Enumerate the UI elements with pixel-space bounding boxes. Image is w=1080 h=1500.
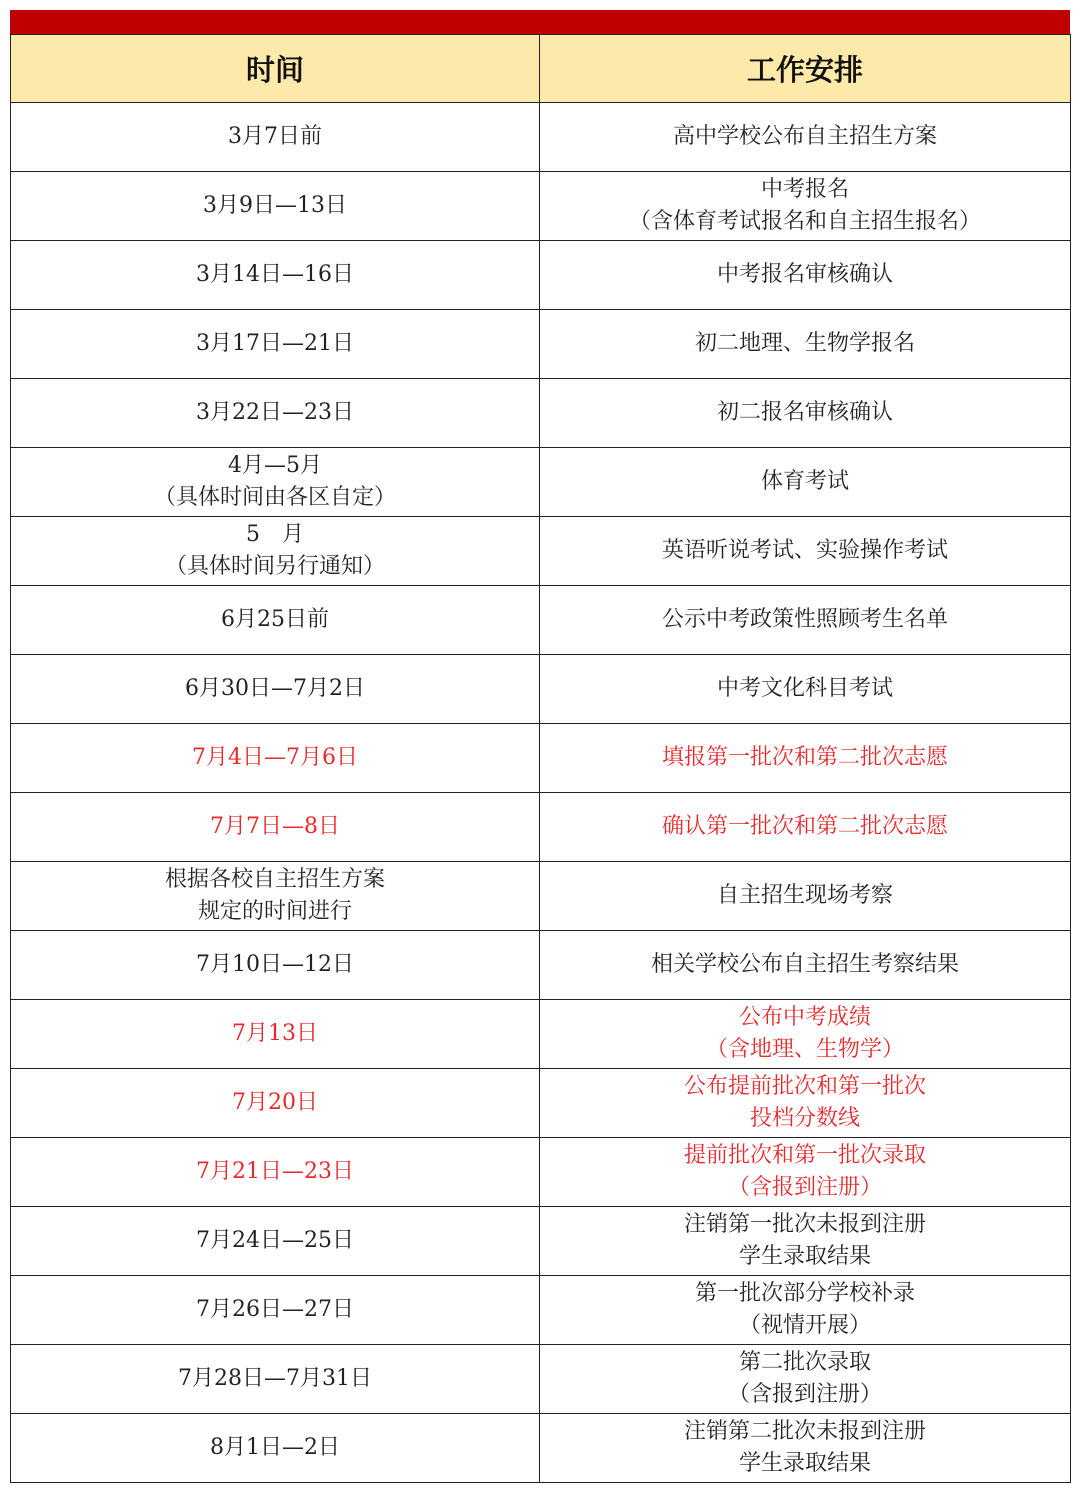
task-text: 第二批次录取 — [738, 1350, 871, 1375]
table-row — [11, 1414, 1071, 1483]
time-cell — [11, 655, 540, 724]
task-text: 初二报名审核确认 — [716, 400, 893, 425]
header-task: 工作安排 — [540, 35, 1071, 103]
task-text: （含地理、生物学） — [705, 1037, 904, 1062]
task-text: 中考报名 — [760, 177, 849, 202]
task-text: （含报到注册） — [727, 1175, 882, 1200]
time-text: 5 月 — [246, 522, 304, 547]
time-text: 3月22日—23日 — [196, 400, 354, 425]
time-cell — [11, 241, 540, 310]
task-cell — [540, 1000, 1071, 1069]
time-text: 3月17日—21日 — [196, 331, 354, 356]
table-row — [11, 655, 1071, 724]
time-cell — [11, 310, 540, 379]
table-row — [11, 448, 1071, 517]
time-text: （具体时间另行通知） — [164, 554, 385, 579]
table-row — [11, 1000, 1071, 1069]
task-cell — [540, 1069, 1071, 1138]
task-text: 自主招生现场考察 — [716, 883, 893, 908]
task-text: 注销第一批次未报到注册 — [683, 1212, 926, 1237]
time-cell — [11, 379, 540, 448]
table-row — [11, 379, 1071, 448]
time-text: （具体时间由各区自定） — [153, 485, 396, 510]
time-text: 7月20日 — [232, 1090, 318, 1115]
task-text: 注销第二批次未报到注册 — [683, 1419, 926, 1444]
task-cell — [540, 1207, 1071, 1276]
time-text: 7月7日—8日 — [210, 814, 340, 839]
task-text: 英语听说考试、实验操作考试 — [661, 538, 948, 563]
time-cell — [11, 1138, 540, 1207]
time-cell — [11, 1069, 540, 1138]
task-text: 公布中考成绩 — [738, 1005, 871, 1030]
time-text: 6月30日—7月2日 — [185, 676, 365, 701]
task-cell — [540, 655, 1071, 724]
time-cell — [11, 862, 540, 931]
time-cell — [11, 1207, 540, 1276]
time-text: 7月13日 — [232, 1021, 318, 1046]
table-row — [11, 172, 1071, 241]
task-text: 初二地理、生物学报名 — [694, 331, 915, 356]
table-row — [11, 793, 1071, 862]
task-text: 第一批次部分学校补录 — [694, 1281, 915, 1306]
table-row — [11, 1069, 1071, 1138]
table-row — [11, 724, 1071, 793]
header-time: 时间 — [11, 35, 540, 103]
time-cell — [11, 103, 540, 172]
time-text: 7月4日—7月6日 — [192, 745, 358, 770]
task-text: 提前批次和第一批次录取 — [683, 1143, 926, 1168]
task-text: （含体育考试报名和自主招生报名） — [628, 209, 981, 234]
table-row — [11, 1138, 1071, 1207]
time-text: 3月7日前 — [228, 124, 322, 149]
task-cell — [540, 724, 1071, 793]
table-body — [11, 103, 1071, 1483]
time-cell — [11, 586, 540, 655]
task-cell — [540, 379, 1071, 448]
time-text: 8月1日—2日 — [210, 1435, 340, 1460]
table-row — [11, 310, 1071, 379]
time-cell — [11, 172, 540, 241]
time-cell — [11, 793, 540, 862]
time-cell — [11, 517, 540, 586]
task-text: （含报到注册） — [727, 1382, 882, 1407]
time-cell — [11, 1345, 540, 1414]
task-text: 高中学校公布自主招生方案 — [672, 124, 937, 149]
task-text: 学生录取结果 — [738, 1244, 871, 1269]
task-text: 学生录取结果 — [738, 1451, 871, 1476]
task-text: 中考文化科目考试 — [716, 676, 893, 701]
task-cell — [540, 517, 1071, 586]
time-cell — [11, 448, 540, 517]
time-text: 规定的时间进行 — [197, 899, 352, 924]
time-cell — [11, 1276, 540, 1345]
time-text: 根据各校自主招生方案 — [164, 867, 385, 892]
task-cell — [540, 862, 1071, 931]
task-text: 投档分数线 — [749, 1106, 860, 1131]
time-text: 7月28日—7月31日 — [178, 1366, 372, 1391]
time-text: 7月10日—12日 — [196, 952, 354, 977]
header-row — [11, 35, 1071, 103]
task-cell — [540, 1138, 1071, 1207]
task-cell — [540, 1414, 1071, 1483]
task-cell — [540, 1276, 1071, 1345]
time-cell — [11, 724, 540, 793]
task-cell — [540, 310, 1071, 379]
task-cell — [540, 103, 1071, 172]
time-text: 7月24日—25日 — [196, 1228, 354, 1253]
table-row — [11, 517, 1071, 586]
task-text: 公布提前批次和第一批次 — [683, 1074, 926, 1099]
time-text: 7月26日—27日 — [196, 1297, 354, 1322]
table-row — [11, 586, 1071, 655]
time-text: 7月21日—23日 — [196, 1159, 354, 1184]
time-text: 6月25日前 — [221, 607, 329, 632]
table-row — [11, 241, 1071, 310]
time-cell — [11, 931, 540, 1000]
schedule-table — [10, 34, 1071, 1483]
task-text: 体育考试 — [760, 469, 849, 494]
table-row — [11, 1345, 1071, 1414]
task-text: 相关学校公布自主招生考察结果 — [650, 952, 959, 977]
task-cell — [540, 172, 1071, 241]
task-text: （视情开展） — [738, 1313, 871, 1338]
time-text: 4月—5月 — [228, 453, 322, 478]
top-accent-bar — [10, 10, 1070, 34]
table-row — [11, 103, 1071, 172]
task-cell — [540, 793, 1071, 862]
table-row — [11, 862, 1071, 931]
time-text: 3月9日—13日 — [203, 193, 347, 218]
task-cell — [540, 448, 1071, 517]
task-text: 公示中考政策性照顾考生名单 — [661, 607, 948, 632]
time-cell — [11, 1000, 540, 1069]
task-cell — [540, 586, 1071, 655]
task-cell — [540, 1345, 1071, 1414]
table-row — [11, 931, 1071, 1000]
table-row — [11, 1207, 1071, 1276]
time-text: 3月14日—16日 — [196, 262, 354, 287]
task-text: 填报第一批次和第二批次志愿 — [661, 745, 948, 770]
task-cell — [540, 241, 1071, 310]
table-row — [11, 1276, 1071, 1345]
task-text: 中考报名审核确认 — [716, 262, 893, 287]
time-cell — [11, 1414, 540, 1483]
task-text: 确认第一批次和第二批次志愿 — [661, 814, 948, 839]
task-cell — [540, 931, 1071, 1000]
table-header — [11, 35, 1071, 103]
